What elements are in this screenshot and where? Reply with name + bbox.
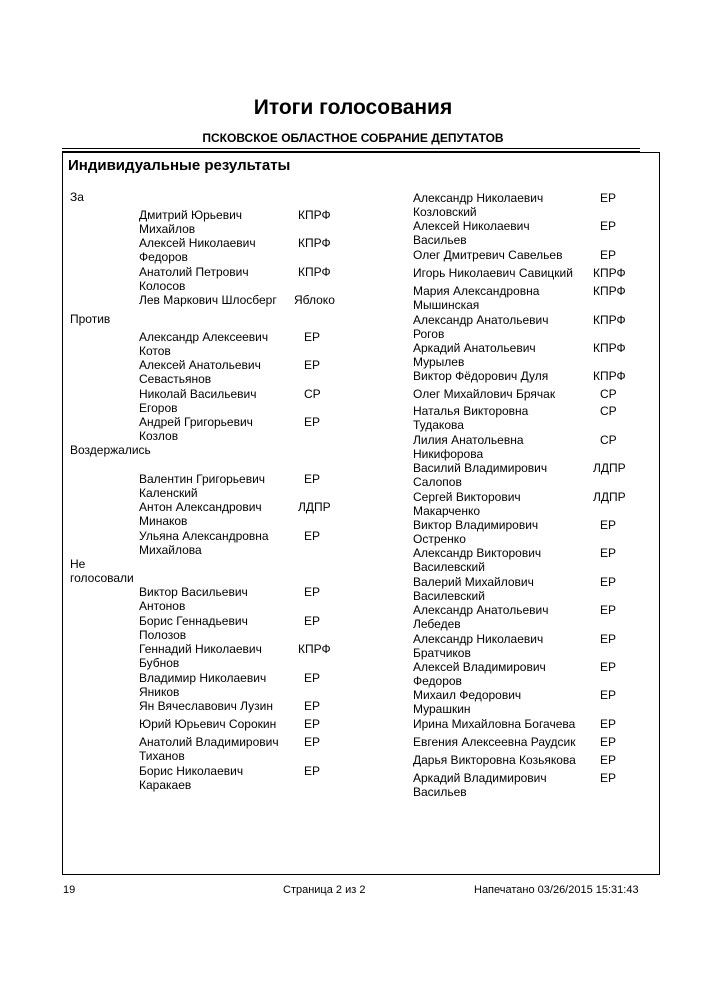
member-party: ЕР (304, 415, 321, 429)
member-party: ЕР (600, 771, 617, 785)
member-party: ЛДПР (593, 490, 626, 504)
member-name: Александр Алексеевич Котов (139, 330, 269, 358)
member-name: Александр Анатольевич Лебедев (413, 603, 549, 631)
member-party: ЕР (600, 660, 617, 674)
member-party: ЕР (304, 358, 321, 372)
member-name: Алексей Николаевич Федоров (139, 236, 256, 264)
member-name: Борис Геннадьевич Полозов (139, 614, 248, 642)
member-party: ЕР (304, 585, 321, 599)
member-name: Валерий Михайлович Василевский (413, 575, 534, 603)
member-party: ЕР (600, 735, 617, 749)
member-name: Алексей Анатольевич Севастьянов (139, 358, 261, 386)
footer-page-label: Страница 2 из 2 (283, 884, 366, 896)
member-party: СР (304, 387, 321, 401)
member-name: Александр Викторович Василевский (413, 546, 542, 574)
member-party: КПРФ (298, 642, 331, 656)
member-party: КПРФ (593, 266, 626, 280)
member-name: Антон Александрович Минаков (139, 500, 262, 528)
member-name: Александр Николаевич Братчиков (413, 632, 544, 660)
member-party: КПРФ (593, 284, 626, 298)
member-name: Андрей Григорьевич Козлов (139, 415, 253, 443)
member-name: Анатолий Петрович Колосов (139, 265, 249, 293)
group-label-vozderzhalis: Воздержались (70, 443, 151, 457)
member-name: Виктор Фёдорович Дуля (413, 369, 549, 383)
member-party: ЕР (600, 219, 617, 233)
page-title: Итоги голосования (253, 96, 453, 119)
member-party: СР (600, 387, 617, 401)
member-party: КПРФ (298, 236, 331, 250)
member-name: Ирина Михайловна Богачева (413, 717, 576, 731)
member-party: ЕР (304, 529, 321, 543)
member-name: Василий Владимирович Салопов (413, 461, 548, 489)
member-party: ЕР (600, 688, 617, 702)
member-party: ЛДПР (593, 461, 626, 475)
member-party: ЕР (304, 614, 321, 628)
member-party: ЕР (304, 472, 321, 486)
member-party: ЕР (600, 248, 617, 262)
member-name: Евгения Алексеевна Раудсик (413, 735, 576, 749)
member-name: Лилия Анатольевна Никифорова (413, 433, 524, 461)
member-party: ЕР (304, 671, 321, 685)
group-label-ne-golosovali: Не голосовали (70, 557, 134, 585)
member-name: Аркадий Анатольевич Мурылев (413, 341, 536, 369)
member-party: КПРФ (593, 341, 626, 355)
member-party: ЕР (304, 699, 321, 713)
member-name: Анатолий Владимирович Тиханов (139, 735, 279, 763)
member-party: ЕР (304, 330, 321, 344)
member-party: ЕР (600, 632, 617, 646)
member-party: ЕР (600, 191, 617, 205)
member-name: Юрий Юрьевич Сорокин (139, 717, 277, 731)
member-name: Аркадий Владимирович Васильев (413, 771, 547, 799)
member-name: Борис Николаевич Каракаев (139, 764, 244, 792)
member-party: ЕР (600, 546, 617, 560)
member-party: КПРФ (298, 208, 331, 222)
member-party: ЕР (304, 735, 321, 749)
section-heading: Индивидуальные результаты (68, 157, 291, 174)
member-name: Алексей Владимирович Федоров (413, 660, 546, 688)
member-name: Ульяна Александровна Михайлова (139, 529, 269, 557)
member-party: КПРФ (593, 313, 626, 327)
group-label-za: За (70, 190, 84, 204)
member-party: ЛДПР (298, 500, 331, 514)
member-name: Алексей Николаевич Васильев (413, 219, 530, 247)
footer-page-id: 19 (63, 884, 76, 896)
member-name: Валентин Григорьевич Каленский (139, 472, 266, 500)
member-name: Олег Дмитревич Савельев (413, 248, 563, 262)
member-party: СР (600, 433, 617, 447)
member-name: Ян Вячеславович Лузин (139, 699, 274, 713)
member-name: Александр Николаевич Козловский (413, 191, 544, 219)
member-party: Яблоко (294, 293, 335, 307)
member-name: Олег Михайлович Брячак (413, 387, 556, 401)
member-name: Владимир Николаевич Яников (139, 671, 267, 699)
member-name: Александр Анатольевич Рогов (413, 313, 549, 341)
member-party: ЕР (600, 603, 617, 617)
footer-printed: Напечатано 03/26/2015 15:31:43 (474, 884, 639, 896)
member-party: ЕР (304, 717, 321, 731)
page-subtitle: ПСКОВСКОЕ ОБЛАСТНОЕ СОБРАНИЕ ДЕПУТАТОВ (202, 131, 504, 145)
member-name: Михаил Федорович Мурашкин (413, 688, 522, 716)
member-name: Дмитрий Юрьевич Михайлов (139, 208, 243, 236)
member-party: ЕР (600, 518, 617, 532)
member-name: Наталья Викторовна Тудакова (413, 404, 529, 432)
member-name: Дарья Викторовна Козьякова (413, 753, 576, 767)
member-party: КПРФ (593, 369, 626, 383)
member-party: ЕР (600, 753, 617, 767)
member-name: Лев Маркович Шлосберг (139, 293, 277, 307)
member-name: Виктор Владимирович Остренко (413, 518, 539, 546)
title-rule (62, 148, 640, 149)
member-name: Виктор Васильевич Антонов (139, 585, 248, 613)
member-name: Геннадий Николаевич Бубнов (139, 642, 262, 670)
member-party: СР (600, 404, 617, 418)
group-label-protiv: Против (70, 312, 111, 326)
member-party: КПРФ (298, 265, 331, 279)
member-name: Мария Александровна Мышинская (413, 284, 540, 312)
member-party: ЕР (600, 717, 617, 731)
member-name: Игорь Николаевич Савицкий (413, 266, 573, 280)
member-party: ЕР (304, 764, 321, 778)
member-name: Николай Васильевич Егоров (139, 387, 257, 415)
member-name: Сергей Викторович Макарченко (413, 490, 521, 518)
member-party: ЕР (600, 575, 617, 589)
